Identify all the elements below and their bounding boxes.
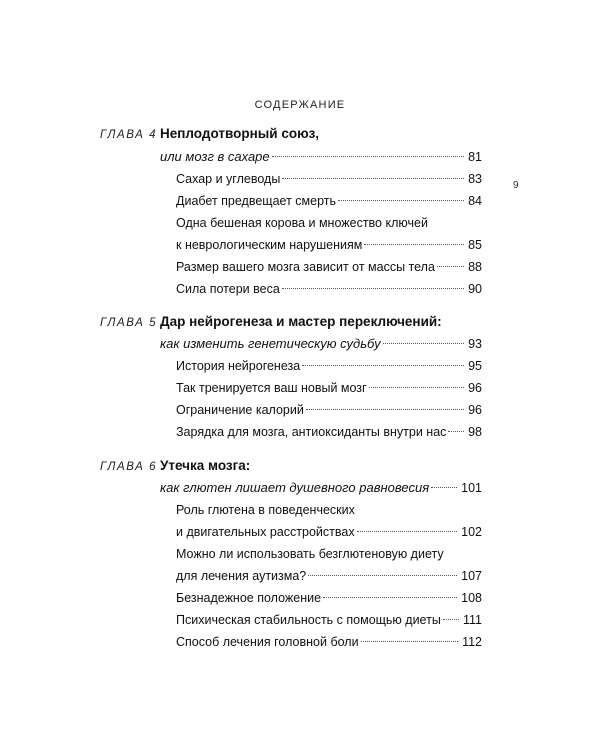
- dot-leader: [369, 387, 464, 388]
- toc-entry-page: 96: [468, 381, 482, 395]
- toc-entry[interactable]: [176, 191, 482, 211]
- toc-entry-text: Ограничение калорий: [176, 403, 304, 417]
- toc-entry[interactable]: [176, 522, 482, 542]
- toc-entry-page: 81: [468, 150, 482, 164]
- dot-leader: [383, 343, 465, 344]
- dot-leader: [308, 575, 457, 576]
- toc-entry-subtitle[interactable]: [160, 478, 482, 498]
- toc-entry[interactable]: [176, 566, 482, 586]
- toc-entry[interactable]: [176, 632, 482, 652]
- toc-entry[interactable]: [176, 213, 482, 233]
- toc-entry-text: как глютен лишает душевного равновесия: [160, 480, 430, 495]
- dot-leader: [443, 619, 459, 620]
- toc-entry[interactable]: [176, 257, 482, 277]
- toc-entry-text: или мозг в сахаре: [160, 149, 270, 164]
- toc-entry-text: Можно ли использовать безглютеновую диету: [176, 547, 444, 561]
- toc-entry-text: к неврологическим нарушениям: [176, 238, 363, 252]
- toc-entry-page: 111: [462, 613, 482, 627]
- toc-entry-text: и двигательных расстройствах: [176, 525, 355, 539]
- chapter-title: Дар нейрогенеза и мастер переключений:: [160, 314, 442, 329]
- toc-entry-page: 88: [468, 260, 482, 274]
- dot-leader: [357, 531, 458, 532]
- chapter-title: Утечка мозга:: [160, 458, 251, 473]
- toc-entry-page: 102: [461, 525, 482, 539]
- dot-leader: [306, 409, 464, 410]
- dot-leader: [323, 597, 457, 598]
- toc-entry-text: История нейрогенеза: [176, 359, 301, 373]
- dot-leader: [282, 288, 464, 289]
- toc-entry-page: 112: [462, 635, 482, 649]
- dot-leader: [364, 244, 464, 245]
- toc-entry-text: Одна бешеная корова и множество ключей: [176, 216, 428, 230]
- chapter-label: ГЛАВА 5: [100, 317, 158, 329]
- toc-entry-page: 93: [468, 337, 482, 351]
- toc-entry-text: Безнадежное положение: [176, 591, 322, 605]
- toc-entry-text: Сила потери веса: [176, 282, 280, 296]
- toc-entry-page: 107: [461, 569, 482, 583]
- dot-leader: [361, 641, 459, 642]
- toc-entry[interactable]: [176, 610, 482, 630]
- toc-entry[interactable]: [176, 422, 482, 442]
- toc-entry-text: как изменить генетическую судьбу: [160, 336, 381, 351]
- toc-entry-page: 85: [468, 238, 482, 252]
- toc-entry[interactable]: [176, 500, 482, 520]
- toc-entry-text: Диабет предвещает смерть: [176, 194, 336, 208]
- dot-leader: [282, 178, 464, 179]
- toc-entry-page: 90: [468, 282, 482, 296]
- toc-entry-text: Зарядка для мозга, антиоксиданты внутри нас: [176, 425, 447, 439]
- dot-leader: [448, 431, 464, 432]
- toc-entry-subtitle[interactable]: [160, 147, 482, 167]
- dot-leader: [272, 156, 464, 157]
- toc-entry-text: Роль глютена в поведенческих: [176, 503, 355, 517]
- toc-entry[interactable]: [176, 544, 482, 564]
- toc-entry[interactable]: [176, 400, 482, 420]
- page-number: 9: [513, 180, 519, 191]
- toc-entry[interactable]: [176, 169, 482, 189]
- toc-entry[interactable]: [176, 378, 482, 398]
- dot-leader: [431, 487, 457, 488]
- toc-entry-page: 108: [461, 591, 482, 605]
- chapter-label: ГЛАВА 6: [100, 461, 158, 473]
- dot-leader: [302, 365, 464, 366]
- toc-entry-subtitle[interactable]: [160, 334, 482, 354]
- page-header: СОДЕРЖАНИЕ: [254, 99, 346, 111]
- toc-entry-text: Способ лечения головной боли: [176, 635, 359, 649]
- toc-entry-text: Психическая стабильность с помощью диеты: [176, 613, 441, 627]
- toc-entry-text: Сахар и углеводы: [176, 172, 281, 186]
- toc-entry[interactable]: [176, 356, 482, 376]
- toc-entry[interactable]: [176, 279, 482, 299]
- toc-entry-text: для лечения аутизма?: [176, 569, 307, 583]
- toc-entry-page: 83: [468, 172, 482, 186]
- toc-entry-page: 95: [468, 359, 482, 373]
- dot-leader: [338, 200, 464, 201]
- toc-entry[interactable]: [176, 235, 482, 255]
- chapter-label: ГЛАВА 4: [100, 129, 158, 141]
- toc-entry[interactable]: [176, 588, 482, 608]
- chapter-title: Неплодотворный союз,: [160, 126, 320, 141]
- dot-leader: [437, 266, 464, 267]
- toc-entry-page: 101: [461, 481, 482, 495]
- toc-entry-text: Размер вашего мозга зависит от массы тела: [176, 260, 435, 274]
- toc-entry-page: 84: [468, 194, 482, 208]
- toc-entry-text: Так тренируется ваш новый мозг: [176, 381, 367, 395]
- toc-entry-page: 98: [468, 425, 482, 439]
- toc-entry-page: 96: [468, 403, 482, 417]
